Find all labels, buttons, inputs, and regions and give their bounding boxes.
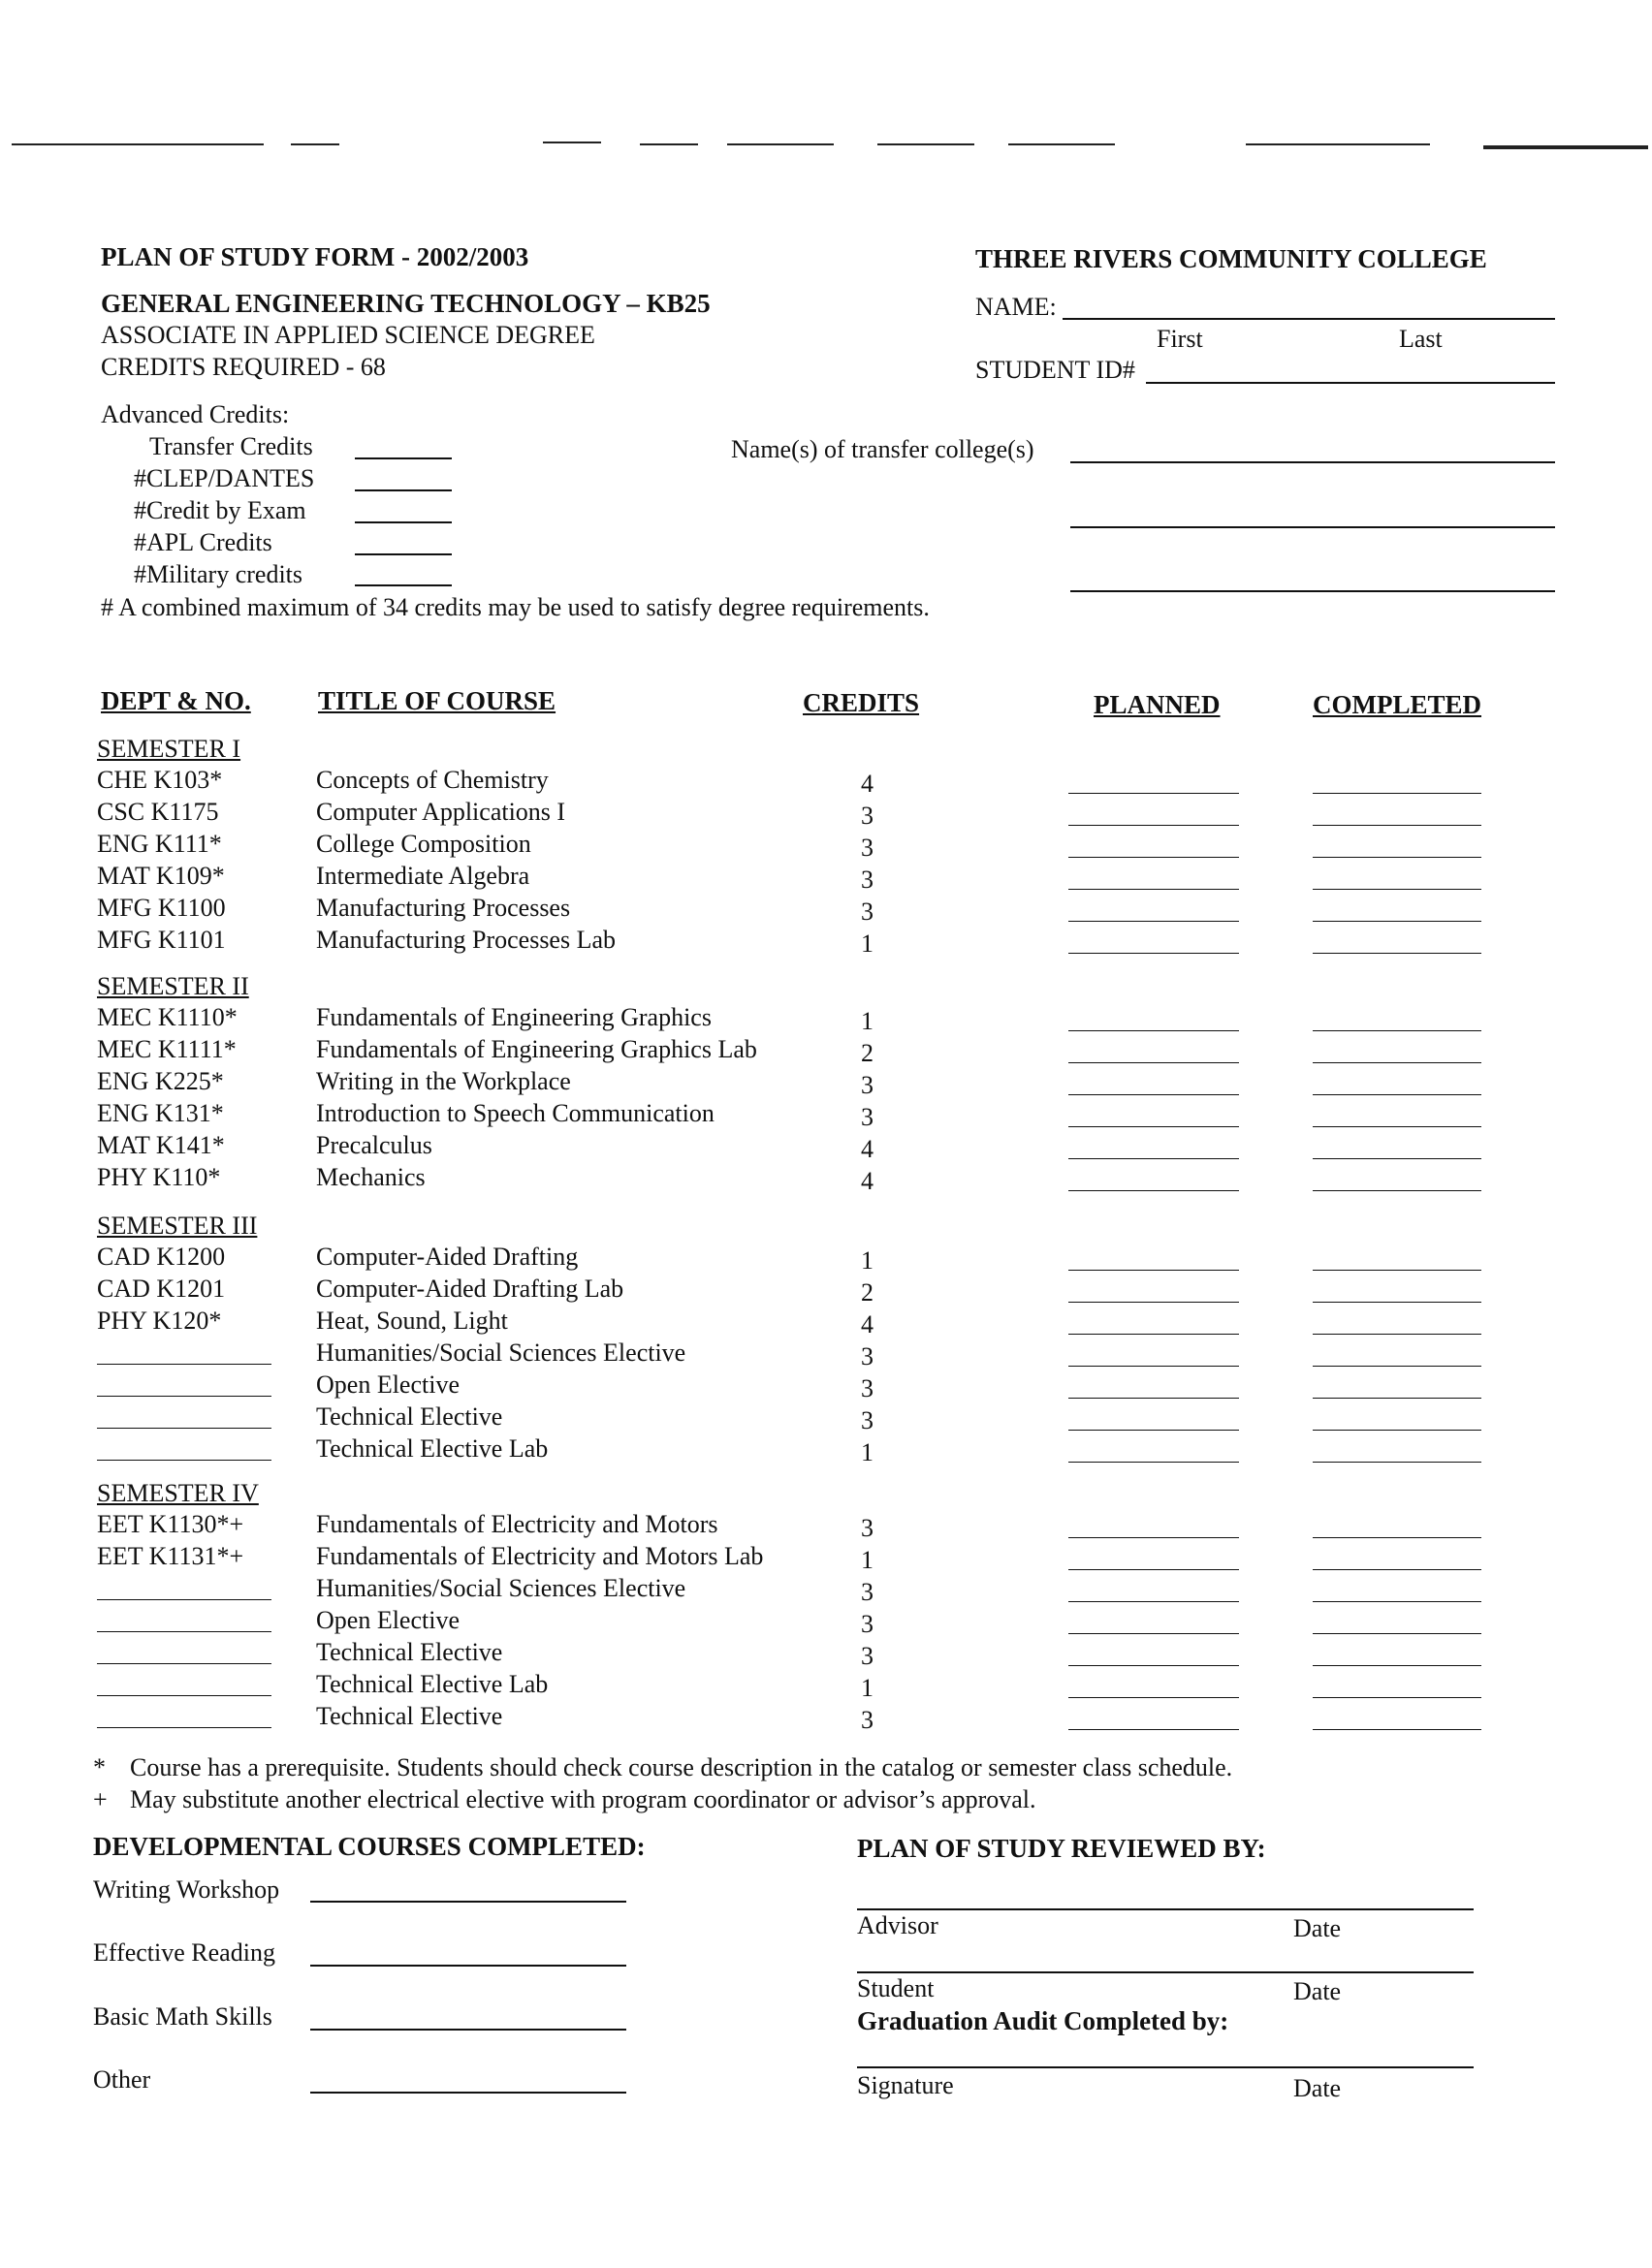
effective-reading-label: Effective Reading xyxy=(93,1938,275,1967)
course-credits: 4 xyxy=(861,1135,874,1163)
planned-field[interactable] xyxy=(1068,1430,1239,1431)
writing-workshop-field[interactable] xyxy=(310,1901,626,1903)
apl-credits-field[interactable] xyxy=(355,553,452,555)
planned-field[interactable] xyxy=(1068,1190,1239,1191)
course-title: Concepts of Chemistry xyxy=(316,766,549,794)
planned-field[interactable] xyxy=(1068,1302,1239,1303)
course-credits: 3 xyxy=(861,1578,874,1606)
audit-date-label: Date xyxy=(1293,2074,1342,2102)
course-dept-blank-field[interactable] xyxy=(97,1695,271,1696)
course-credits: 3 xyxy=(861,1514,874,1542)
course-title: Humanities/Social Sciences Elective xyxy=(316,1574,686,1602)
completed-field[interactable] xyxy=(1313,1569,1481,1570)
semester-4-label: SEMESTER IV xyxy=(97,1479,259,1507)
completed-field[interactable] xyxy=(1313,889,1481,890)
course-title: Manufacturing Processes xyxy=(316,894,571,922)
other-field[interactable] xyxy=(310,2092,626,2094)
transfer-college-field-1[interactable] xyxy=(1070,461,1555,463)
course-credits: 3 xyxy=(861,898,874,926)
course-dept-no: MEC K1111* xyxy=(97,1035,237,1063)
developmental-title: DEVELOPMENTAL COURSES COMPLETED: xyxy=(93,1832,646,1861)
course-credits: 1 xyxy=(861,1007,874,1035)
course-title: Computer Applications I xyxy=(316,798,566,826)
planned-field[interactable] xyxy=(1068,1697,1239,1698)
course-credits: 3 xyxy=(861,1374,874,1402)
completed-field[interactable] xyxy=(1313,1094,1481,1095)
course-credits: 3 xyxy=(861,802,874,830)
course-credits: 3 xyxy=(861,1642,874,1670)
course-title: Technical Elective xyxy=(316,1702,503,1730)
military-credits-field[interactable] xyxy=(355,584,452,586)
semester-3-label: SEMESTER III xyxy=(97,1212,258,1240)
completed-field[interactable] xyxy=(1313,825,1481,826)
planned-field[interactable] xyxy=(1068,1398,1239,1399)
course-title: Open Elective xyxy=(316,1370,460,1399)
course-credits: 3 xyxy=(861,1406,874,1434)
planned-field[interactable] xyxy=(1068,1601,1239,1602)
completed-field[interactable] xyxy=(1313,1030,1481,1031)
planned-field[interactable] xyxy=(1068,953,1239,954)
footnote-mark-prerequisite: * xyxy=(93,1753,106,1781)
course-dept-no: ENG K111* xyxy=(97,830,222,858)
course-dept-no: MFG K1100 xyxy=(97,894,226,922)
completed-field[interactable] xyxy=(1313,1302,1481,1303)
course-credits: 3 xyxy=(861,1342,874,1370)
completed-field[interactable] xyxy=(1313,793,1481,794)
completed-field[interactable] xyxy=(1313,921,1481,922)
planned-field[interactable] xyxy=(1068,1126,1239,1127)
course-title: Manufacturing Processes Lab xyxy=(316,926,617,954)
course-dept-blank-field[interactable] xyxy=(97,1428,271,1429)
graduation-audit-title: Graduation Audit Completed by: xyxy=(857,2006,1229,2035)
planned-field[interactable] xyxy=(1068,1729,1239,1730)
planned-field[interactable] xyxy=(1068,1334,1239,1335)
completed-field[interactable] xyxy=(1313,1601,1481,1602)
course-title: Humanities/Social Sciences Elective xyxy=(316,1339,686,1367)
completed-field[interactable] xyxy=(1313,1366,1481,1367)
credit-by-exam-label: #Credit by Exam xyxy=(134,496,306,524)
college-name: THREE RIVERS COMMUNITY COLLEGE xyxy=(975,244,1487,273)
course-dept-no: MFG K1101 xyxy=(97,926,226,954)
transfer-credits-label: Transfer Credits xyxy=(149,432,313,460)
planned-field[interactable] xyxy=(1068,825,1239,826)
semester-1-label: SEMESTER I xyxy=(97,735,241,763)
planned-field[interactable] xyxy=(1068,1062,1239,1063)
name-label: NAME: xyxy=(975,293,1057,321)
planned-field[interactable] xyxy=(1068,1569,1239,1570)
course-dept-no: EET K1131*+ xyxy=(97,1542,244,1570)
planned-field[interactable] xyxy=(1068,1665,1239,1666)
course-credits: 1 xyxy=(861,1546,874,1574)
completed-field[interactable] xyxy=(1313,1430,1481,1431)
completed-field[interactable] xyxy=(1313,1126,1481,1127)
signature-label: Signature xyxy=(857,2071,954,2099)
planned-field[interactable] xyxy=(1068,1366,1239,1367)
course-credits: 1 xyxy=(861,1246,874,1275)
review-title: PLAN OF STUDY REVIEWED BY: xyxy=(857,1834,1266,1863)
name-field[interactable] xyxy=(1063,318,1555,320)
planned-field[interactable] xyxy=(1068,857,1239,858)
course-dept-blank-field[interactable] xyxy=(97,1396,271,1397)
course-title: Computer-Aided Drafting Lab xyxy=(316,1275,624,1303)
course-credits: 4 xyxy=(861,1310,874,1339)
course-dept-no: MAT K109* xyxy=(97,862,225,890)
planned-field[interactable] xyxy=(1068,1537,1239,1538)
course-title: Technical Elective Lab xyxy=(316,1434,549,1463)
course-credits: 3 xyxy=(861,834,874,862)
advisor-date-label: Date xyxy=(1293,1914,1342,1942)
student-id-field[interactable] xyxy=(1146,382,1555,384)
student-signature-field[interactable] xyxy=(857,1971,1474,1973)
course-title: Fundamentals of Engineering Graphics Lab xyxy=(316,1035,757,1063)
transfer-college-field-2[interactable] xyxy=(1070,526,1555,528)
course-title: Open Elective xyxy=(316,1606,460,1634)
course-credits: 1 xyxy=(861,1674,874,1702)
planned-field[interactable] xyxy=(1068,793,1239,794)
audit-signature-field[interactable] xyxy=(857,2066,1474,2068)
completed-field[interactable] xyxy=(1313,1398,1481,1399)
transfer-credits-field[interactable] xyxy=(355,457,452,459)
planned-field[interactable] xyxy=(1068,1270,1239,1271)
course-dept-blank-field[interactable] xyxy=(97,1599,271,1600)
course-dept-blank-field[interactable] xyxy=(97,1364,271,1365)
course-credits: 3 xyxy=(861,1103,874,1131)
planned-field[interactable] xyxy=(1068,1094,1239,1095)
course-title: Fundamentals of Electricity and Motors Lab xyxy=(316,1542,764,1570)
planned-field[interactable] xyxy=(1068,1030,1239,1031)
course-title: Writing in the Workplace xyxy=(316,1067,571,1095)
course-dept-no: CAD K1200 xyxy=(97,1243,226,1271)
course-credits: 4 xyxy=(861,770,874,798)
semester-2-label: SEMESTER II xyxy=(97,972,249,1000)
advisor-signature-field[interactable] xyxy=(857,1908,1474,1910)
completed-field[interactable] xyxy=(1313,1462,1481,1463)
header-completed: COMPLETED xyxy=(1313,690,1482,719)
course-title: Intermediate Algebra xyxy=(316,862,530,890)
completed-field[interactable] xyxy=(1313,1334,1481,1335)
course-dept-no: CSC K1175 xyxy=(97,798,219,826)
course-dept-no: ENG K131* xyxy=(97,1099,224,1127)
degree-title: ASSOCIATE IN APPLIED SCIENCE DEGREE xyxy=(101,321,595,349)
course-title: Introduction to Speech Communication xyxy=(316,1099,715,1127)
course-title: Precalculus xyxy=(316,1131,432,1159)
completed-field[interactable] xyxy=(1313,1158,1481,1159)
footnote-prerequisite: Course has a prerequisite. Students should check course description in the catalog or semester class schedule. xyxy=(130,1753,1233,1781)
header-dept-no: DEPT & NO. xyxy=(101,686,251,715)
planned-field[interactable] xyxy=(1068,1633,1239,1634)
header-planned: PLANNED xyxy=(1094,690,1221,719)
basic-math-field[interactable] xyxy=(310,2029,626,2031)
completed-field[interactable] xyxy=(1313,1270,1481,1271)
student-label: Student xyxy=(857,1974,935,2002)
other-label: Other xyxy=(93,2065,151,2094)
first-name-label: First xyxy=(1157,325,1203,353)
completed-field[interactable] xyxy=(1313,857,1481,858)
clep-dantes-label: #CLEP/DANTES xyxy=(134,464,315,492)
course-credits: 3 xyxy=(861,1610,874,1638)
form-title: PLAN OF STUDY FORM - 2002/2003 xyxy=(101,242,529,271)
course-title: Fundamentals of Electricity and Motors xyxy=(316,1510,718,1538)
course-dept-blank-field[interactable] xyxy=(97,1727,271,1728)
course-credits: 2 xyxy=(861,1039,874,1067)
apl-credits-label: #APL Credits xyxy=(134,528,272,556)
completed-field[interactable] xyxy=(1313,1697,1481,1698)
course-dept-no: PHY K120* xyxy=(97,1307,222,1335)
course-title: Mechanics xyxy=(316,1163,426,1191)
footnote-mark-substitute: + xyxy=(93,1785,108,1813)
course-dept-no: CHE K103* xyxy=(97,766,223,794)
course-credits: 1 xyxy=(861,1438,874,1466)
transfer-college-label: Name(s) of transfer college(s) xyxy=(731,435,1034,463)
course-credits: 3 xyxy=(861,866,874,894)
course-credits: 2 xyxy=(861,1278,874,1307)
course-credits: 4 xyxy=(861,1167,874,1195)
course-credits: 3 xyxy=(861,1706,874,1734)
program-title: GENERAL ENGINEERING TECHNOLOGY – KB25 xyxy=(101,289,711,318)
advisor-label: Advisor xyxy=(857,1911,938,1939)
course-title: Technical Elective Lab xyxy=(316,1670,549,1698)
footnote-substitute: May substitute another electrical elective with program coordinator or advisor’s approval. xyxy=(130,1785,1036,1813)
header-course-title: TITLE OF COURSE xyxy=(318,686,556,715)
course-credits: 3 xyxy=(861,1071,874,1099)
course-dept-blank-field[interactable] xyxy=(97,1663,271,1664)
course-title: College Composition xyxy=(316,830,531,858)
course-title: Technical Elective xyxy=(316,1638,503,1666)
completed-field[interactable] xyxy=(1313,1062,1481,1063)
course-title: Fundamentals of Engineering Graphics xyxy=(316,1003,712,1031)
course-dept-no: MEC K1110* xyxy=(97,1003,238,1031)
course-dept-no: PHY K110* xyxy=(97,1163,221,1191)
military-credits-label: #Military credits xyxy=(134,560,303,588)
student-date-label: Date xyxy=(1293,1977,1342,2005)
course-dept-no: CAD K1201 xyxy=(97,1275,226,1303)
planned-field[interactable] xyxy=(1068,921,1239,922)
course-dept-no: ENG K225* xyxy=(97,1067,224,1095)
credit-by-exam-field[interactable] xyxy=(355,521,452,523)
basic-math-label: Basic Math Skills xyxy=(93,2002,272,2031)
completed-field[interactable] xyxy=(1313,1665,1481,1666)
planned-field[interactable] xyxy=(1068,1462,1239,1463)
combined-max-note: # A combined maximum of 34 credits may be used to satisfy degree requirements. xyxy=(101,593,930,621)
completed-field[interactable] xyxy=(1313,1537,1481,1538)
student-id-label: STUDENT ID# xyxy=(975,356,1135,384)
completed-field[interactable] xyxy=(1313,1729,1481,1730)
clep-dantes-field[interactable] xyxy=(355,489,452,491)
planned-field[interactable] xyxy=(1068,1158,1239,1159)
completed-field[interactable] xyxy=(1313,1633,1481,1634)
planned-field[interactable] xyxy=(1068,889,1239,890)
course-title: Computer-Aided Drafting xyxy=(316,1243,579,1271)
course-dept-blank-field[interactable] xyxy=(97,1631,271,1632)
course-credits: 1 xyxy=(861,929,874,958)
course-title: Heat, Sound, Light xyxy=(316,1307,508,1335)
header-credits: CREDITS xyxy=(803,688,920,717)
transfer-college-field-3[interactable] xyxy=(1070,590,1555,592)
last-name-label: Last xyxy=(1399,325,1443,353)
effective-reading-field[interactable] xyxy=(310,1965,626,1967)
course-dept-no: EET K1130*+ xyxy=(97,1510,244,1538)
course-dept-blank-field[interactable] xyxy=(97,1460,271,1461)
completed-field[interactable] xyxy=(1313,1190,1481,1191)
credits-required: CREDITS REQUIRED - 68 xyxy=(101,353,386,381)
writing-workshop-label: Writing Workshop xyxy=(93,1875,280,1904)
completed-field[interactable] xyxy=(1313,953,1481,954)
advanced-credits-title: Advanced Credits: xyxy=(101,400,290,428)
course-dept-no: MAT K141* xyxy=(97,1131,225,1159)
course-title: Technical Elective xyxy=(316,1402,503,1431)
